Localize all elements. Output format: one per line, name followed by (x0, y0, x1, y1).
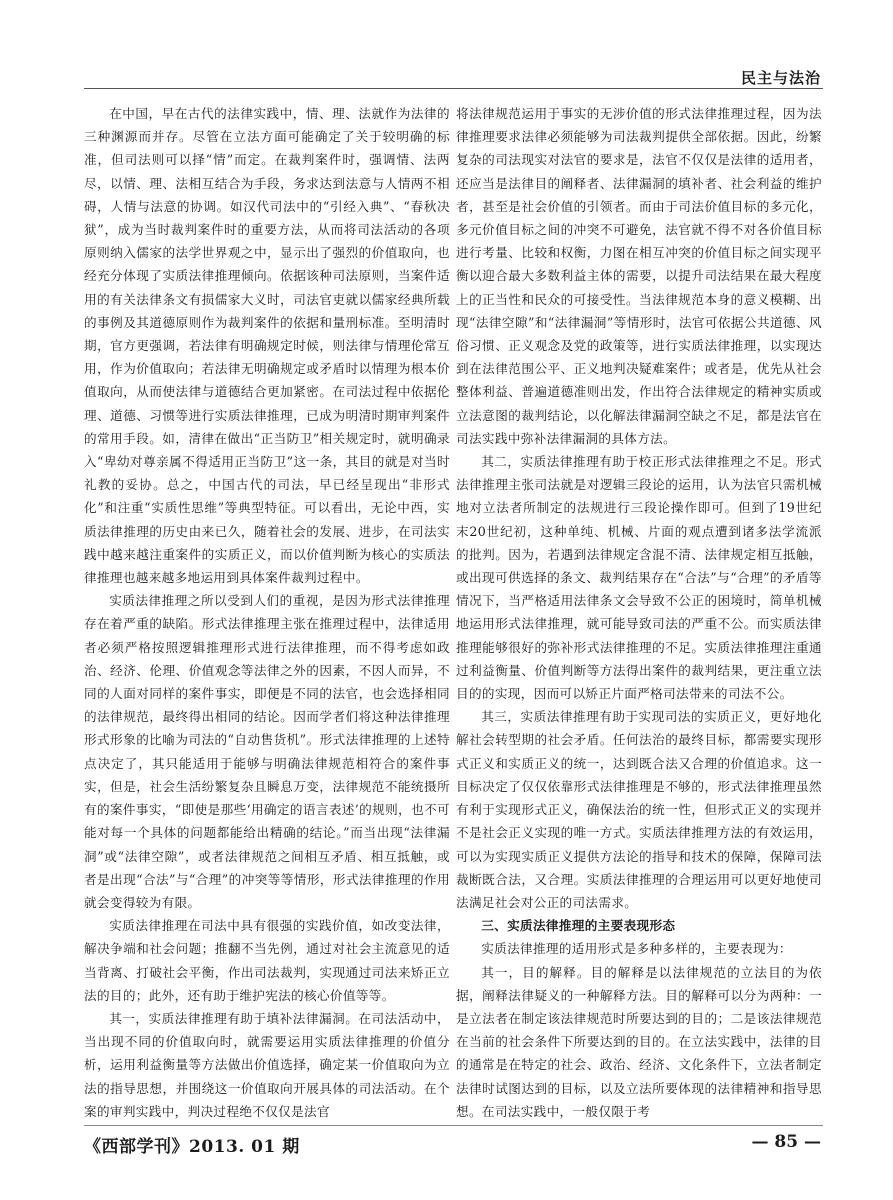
paragraph: 其一，实质法律推理有助于填补法律漏洞。在司法活动中，当出现不同的价值取向时，就需要运用实质法律推理的价值分析，运用利益衡量等方法做出价值选择，确定某一价值取向为立法的指导思想，并围绕这一价值取向开展具体的司法活动。在个案的审判实践中，判决过程绝不仅仅是法官 (84, 1010, 450, 1119)
paragraph: 实质法律推理在司法中具有很强的实践价值，如改变法律，解决争端和社会问题；推翻不当先例，通过对社会主流意见的适当背离、打破社会平衡，作出司法裁判，实现通过司法来矫正立法的目的；此外，还有助于维护宪法的核心价值等等。 (84, 918, 450, 1003)
paragraph: 实质法律推理之所以受到人们的重视，是因为形式法律推理存在着严重的缺陷。形式法律推理主张在推理过程中，法律适用者必须严格按照逻辑推理形式进行法律推理，而不得考虑如政治、经济、伦理、价值观念等法律之外的因素，不因人而异，不同的人面对同样的案件事实，即便是不同的法官，也会选择相同的法律规范，最终得出相同的结论。因而学者们将这种法律推理形式形象的比喻为司法的“自动售货机”。形式法律推理的上述特点决定了，其只能适用于能够与明确法律规范相符合的案件事实，但是，社会生活纷繁复杂且瞬息万变，法律规范不能统摄所有的案件事实，“即使是那些‘用确定的语言表述’的规则，也不可能对每一个具体的问题都能给出精确的结论。”而当出现“法律漏洞”或“法律空隙”，或者法律规范之间相互矛盾、相互抵触，或者是出现“合法”与“合理”的冲突等等情形，形式法律推理的作用就会变得较为有限。 (84, 593, 450, 910)
section-heading: 三、实质法律推理的主要表现形态 (481, 918, 676, 934)
left-column (84, 102, 450, 1123)
right-column (456, 102, 822, 1123)
page-number: — 85 — (751, 1132, 821, 1152)
paragraph: 其一，目的解释。目的解释是以法律规范的立法目的为依据，阐释法律疑义的一种解释方法。目的解释可以分为两种：一是立法者在制定该法律规范时所要达到的目的；二是该法律规范在当前的社会条件下所要达到的目的。在立法实践中，法律的目的通常是在特定的社会、政治、经济、文化条件下，立法者制定法律时试图达到的目标，以及立法所要体现的法律精神和指导思想。在司法实践中，一般仅限于考 (456, 964, 822, 1119)
paragraph-continued: 将法律规范运用于事实的无涉价值的形式法律推理过程，因为法律推理要求法律必须能够为司法裁判提供全部依据。因此，纷繁复杂的司法现实对法官的要求是，法官不仅仅是法律的适用者，还应当是法律目的阐释者、法律漏洞的填补者、社会利益的维护者，甚至是社会价值的引领者。而由于司法价值目标的多元化，多元价值目标之间的冲突不可避免，法官就不得不对各价值目标进行考量、比较和权衡，力图在相互冲突的价值目标之间实现平衡以迎合最大多数利益主体的需要，以提升司法结果在最大程度上的正当性和民众的可接受性。当法律规范本身的意义模糊、出现“法律空隙”和“法律漏洞”等情形时，法官可依据公共道德、风俗习惯、正义观念及党的政策等，进行实质法律推理，以实现达到在法律范围公平、正义地判决疑难案件；或者是，优先从社会整体利益、普遍道德准则出发，作出符合法律规定的精神实质或立法意图的裁判结论，以化解法律漏洞空缺之不足，都是法官在司法实践中弥补法律漏洞的具体方法。 (456, 106, 822, 446)
header-rule (84, 88, 823, 89)
paragraph: 实质法律推理的适用形式是多种多样的，主要表现为： (481, 941, 792, 957)
paragraph: 其三，实质法律推理有助于实现司法的实质正义，更好地化解社会转型期的社会矛盾。任何法治的最终目标，都需要实现形式正义和实质正义的统一，达到既合法又合理的价值追求。这一目标决定了仅仅依靠形式法律推理是不够的，形式法律推理虽然有利于实现形式正义，确保法治的统一性，但形式正义的实现并不是社会正义实现的唯一方式。实质法律推理方法的有效运用，可以为实现实质正义提供方法论的指导和技术的保障，保障司法裁断既合法，又合理。实质法律推理的合理运用可以更好地使司法满足社会对公正的司法需求。 (456, 709, 822, 910)
paragraph: 其二，实质法律推理有助于校正形式法律推理之不足。形式法律推理主张司法就是对逻辑三段论的运用，认为法官只需机械地对立法者所制定的法规进行三段论操作即可。但到了19世纪末20世纪初，这种单纯、机械、片面的观点遭到诸多法学流派的批判。因为，若遇到法律规定含混不清、法律规定相互抵触，或出现可供选择的条文、裁判结果存在“合法”与“合理”的矛盾等情况下，当严格适用法律条文会导致不公正的困境时，简单机械地运用形式法律推理，就可能导致司法的严重不公。而实质法律推理能够很好的弥补形式法律推理的不足。实质法律推理注重通过利益衡量、价值判断等方法得出案件的裁判结果，更注重立法目的的实现，因而可以矫正片面严格司法带来的司法不公。 (456, 454, 822, 702)
journal-issue: 《西部学刊》2013. 01 期 (84, 1137, 300, 1157)
paragraph: 在中国，早在古代的法律实践中，情、理、法就作为法律的三种渊源而并存。尽管在立法方面可能确定了关于较明确的标准，但司法则可以择“情”而定。在裁判案件时，强调情、法两尽，以情、理、法相互结合为手段，务求达到法意与人情两不相碍，人情与法意的协调。如汉代司法中的“引经入典”、“春秋决狱”，成为当时裁判案件时的重要方法，从而将司法活动的各项原则纳入儒家的法学世界观之中，显示出了强烈的价值取向，也经充分体现了实质法律推理倾向。依据该种司法原则，当案件适用的有关法律条文有损儒家大义时，司法官吏就以儒家经典所载的事例及其道德原则作为裁判案件的依据和量刑标准。至明清时期，官方更强调，若法律有明确规定时候，则法律与情理伦常互用，作为价值取向；若法律无明确规定或矛盾时以情理为根本价值取向，从而使法律与道德结合更加紧密。在司法过程中依据伦理、道德、习惯等进行实质法律推理，已成为明清时期审判案件的常用手段。如，清律在做出“正当防卫”相关规定时，就明确录入“卑幼对尊亲属不得适用正当防卫”这一条，其目的就是对当时礼教的妥协。总之，中国古代的司法，早已经呈现出“非形式化”和注重“实质性思维”等典型特征。可以看出，无论中西，实质法律推理的历史由来已久，随着社会的发展、进步，在司法实践中越来越注重案件的实质正义，而以价值判断为核心的实质法律推理也越来越多地运用到具体案件裁判过程中。 (84, 106, 450, 586)
section-tag: 民主与法治 (740, 69, 821, 87)
footer-rule (84, 1125, 823, 1126)
